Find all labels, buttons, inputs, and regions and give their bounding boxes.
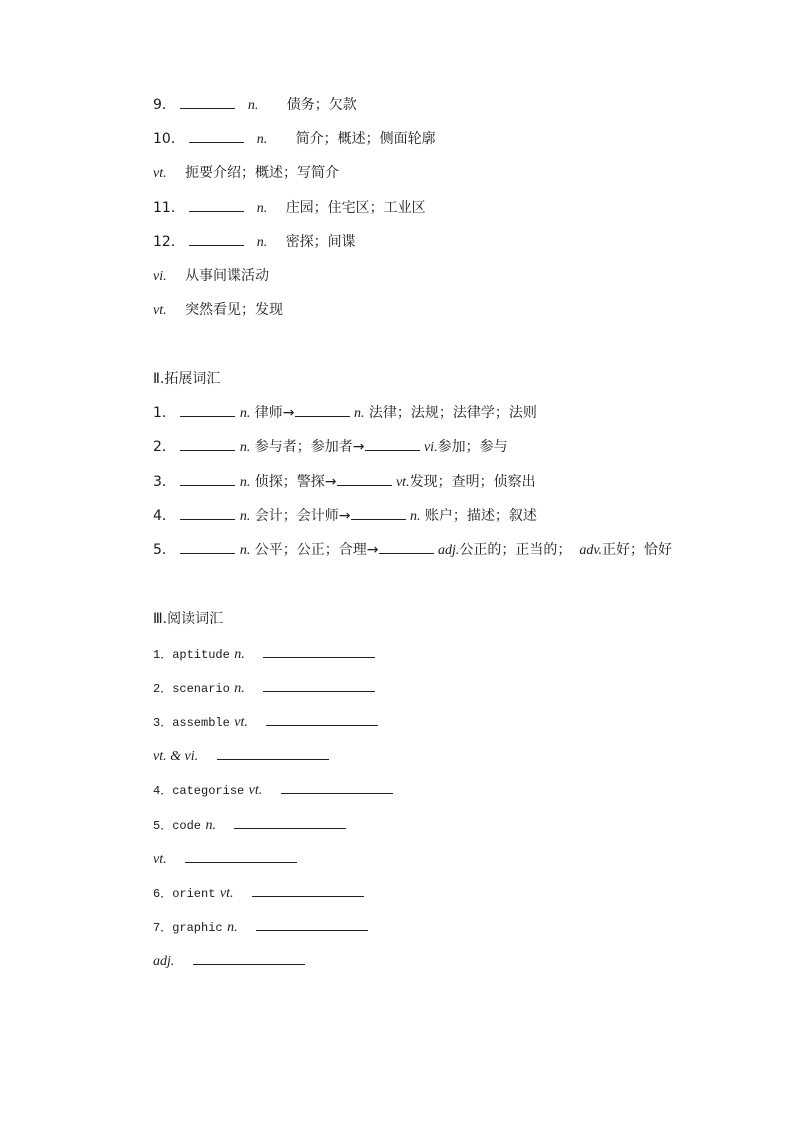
reading-item-2 <box>153 679 375 698</box>
meaning: 从事间谍活动 <box>185 268 270 284</box>
item-number: 10． <box>153 131 185 147</box>
part-of-speech: vt. <box>234 715 248 730</box>
answer-blank[interactable] <box>252 884 364 897</box>
meaning: 参与者；参加者→ <box>254 439 365 455</box>
section-heading-extended: Ⅱ.拓展词汇 <box>153 371 221 387</box>
part-of-speech: vi. <box>423 440 438 455</box>
vocab-item-10-vt <box>153 164 339 183</box>
vocab-item-12 <box>153 233 356 252</box>
item-number: 4． <box>153 784 173 798</box>
meaning: 账户；描述；叙述 <box>424 508 537 524</box>
meaning: 突然看见；发现 <box>185 302 284 318</box>
item-number: 12． <box>153 234 185 250</box>
answer-blank[interactable] <box>193 952 305 965</box>
vocab-item-12-vt <box>153 301 283 320</box>
part-of-speech: vt. <box>395 475 410 490</box>
answer-blank[interactable] <box>351 507 406 520</box>
item-number: 7． <box>153 921 173 935</box>
answer-blank[interactable] <box>337 473 392 486</box>
answer-blank[interactable] <box>365 438 420 451</box>
reading-item-4 <box>153 781 393 800</box>
answer-blank[interactable] <box>189 233 244 246</box>
answer-blank[interactable] <box>281 781 393 794</box>
meaning: 简介；概述；侧面轮廓 <box>295 131 436 147</box>
extended-item-5 <box>153 541 672 560</box>
answer-blank[interactable] <box>189 199 244 212</box>
item-number: 11． <box>153 200 185 216</box>
item-number: 3． <box>153 716 173 730</box>
part-of-speech: vt. <box>153 166 167 181</box>
answer-blank[interactable] <box>263 679 375 692</box>
section-heading-reading: Ⅲ.阅读词汇 <box>153 611 224 627</box>
item-number: 4． <box>153 508 176 524</box>
part-of-speech: adv. <box>579 543 603 558</box>
part-of-speech: n. <box>234 681 245 696</box>
part-of-speech: n. <box>239 543 251 558</box>
word: orient <box>172 887 216 901</box>
meaning: 密探；间谍 <box>285 234 356 250</box>
item-number: 1． <box>153 405 176 421</box>
word: categorise <box>172 784 245 798</box>
meaning: 公平；公正；合理→ <box>254 542 379 558</box>
meaning: 参加；参与 <box>437 439 508 455</box>
item-number: 9． <box>153 97 176 113</box>
answer-blank[interactable] <box>180 473 235 486</box>
item-number: 2． <box>153 682 173 696</box>
reading-item-5-vt <box>153 850 297 869</box>
part-of-speech: n. <box>256 132 268 147</box>
vocab-item-11 <box>153 199 426 218</box>
item-number: 5． <box>153 542 176 558</box>
item-number: 1． <box>153 648 173 662</box>
item-number: 3． <box>153 474 176 490</box>
item-number: 6． <box>153 887 173 901</box>
meaning: 侦探；警探→ <box>254 474 337 490</box>
vocab-item-9 <box>153 96 357 115</box>
part-of-speech: n. <box>256 201 268 216</box>
meaning: 会计；会计师→ <box>254 508 351 524</box>
part-of-speech: vt. <box>219 886 234 901</box>
part-of-speech: vt. & vi. <box>153 749 199 764</box>
answer-blank[interactable] <box>379 541 434 554</box>
part-of-speech: n. <box>239 406 251 421</box>
answer-blank[interactable] <box>180 96 235 109</box>
part-of-speech: n. <box>353 406 365 421</box>
answer-blank[interactable] <box>263 645 375 658</box>
meaning: 法律；法规；法律学；法则 <box>368 405 537 421</box>
reading-item-7 <box>153 918 368 937</box>
answer-blank[interactable] <box>189 130 244 143</box>
answer-blank[interactable] <box>266 713 378 726</box>
part-of-speech: n. <box>239 475 251 490</box>
part-of-speech: n. <box>409 509 421 524</box>
part-of-speech: n. <box>239 440 251 455</box>
answer-blank[interactable] <box>180 507 235 520</box>
vocab-item-12-vi <box>153 267 269 286</box>
meaning: 发现；查明；侦察出 <box>409 474 536 490</box>
part-of-speech: vt. <box>153 303 167 318</box>
meaning: 正好；恰好 <box>602 542 673 558</box>
part-of-speech: n. <box>234 647 245 662</box>
part-of-speech: n. <box>227 920 238 935</box>
part-of-speech: n. <box>247 98 259 113</box>
extended-item-2 <box>153 438 508 457</box>
item-number: 2． <box>153 439 176 455</box>
reading-item-6 <box>153 884 364 903</box>
extended-item-4 <box>153 507 537 526</box>
reading-item-7-adj <box>153 952 305 971</box>
word: assemble <box>172 716 230 730</box>
meaning: 庄园；住宅区；工业区 <box>285 200 426 216</box>
part-of-speech: vi. <box>153 269 167 284</box>
answer-blank[interactable] <box>180 404 235 417</box>
answer-blank[interactable] <box>180 541 235 554</box>
meaning: 扼要介绍；概述；写简介 <box>185 165 340 181</box>
part-of-speech: vt. <box>248 783 263 798</box>
word: aptitude <box>172 648 230 662</box>
part-of-speech: n. <box>205 818 216 833</box>
word: scenario <box>172 682 230 696</box>
part-of-speech: n. <box>239 509 251 524</box>
answer-blank[interactable] <box>295 404 350 417</box>
extended-item-3 <box>153 473 536 492</box>
reading-item-3-vt-vi <box>153 747 329 766</box>
reading-item-3 <box>153 713 378 732</box>
meaning: 公正的；正当的； <box>459 542 572 558</box>
reading-item-1 <box>153 645 375 664</box>
extended-item-1 <box>153 404 537 423</box>
meaning: 债务；欠款 <box>286 97 357 113</box>
vocab-item-10 <box>153 130 436 149</box>
part-of-speech: n. <box>256 235 268 250</box>
answer-blank[interactable] <box>180 438 235 451</box>
meaning: 律师→ <box>254 405 295 421</box>
part-of-speech: adj. <box>437 543 460 558</box>
word: graphic <box>172 921 223 935</box>
item-number: 5． <box>153 819 173 833</box>
answer-blank[interactable] <box>234 816 346 829</box>
reading-item-5 <box>153 816 346 835</box>
answer-blank[interactable] <box>185 850 297 863</box>
answer-blank[interactable] <box>256 918 368 931</box>
part-of-speech: vt. <box>153 852 167 867</box>
part-of-speech: adj. <box>153 954 175 969</box>
answer-blank[interactable] <box>217 747 329 760</box>
word: code <box>172 819 202 833</box>
